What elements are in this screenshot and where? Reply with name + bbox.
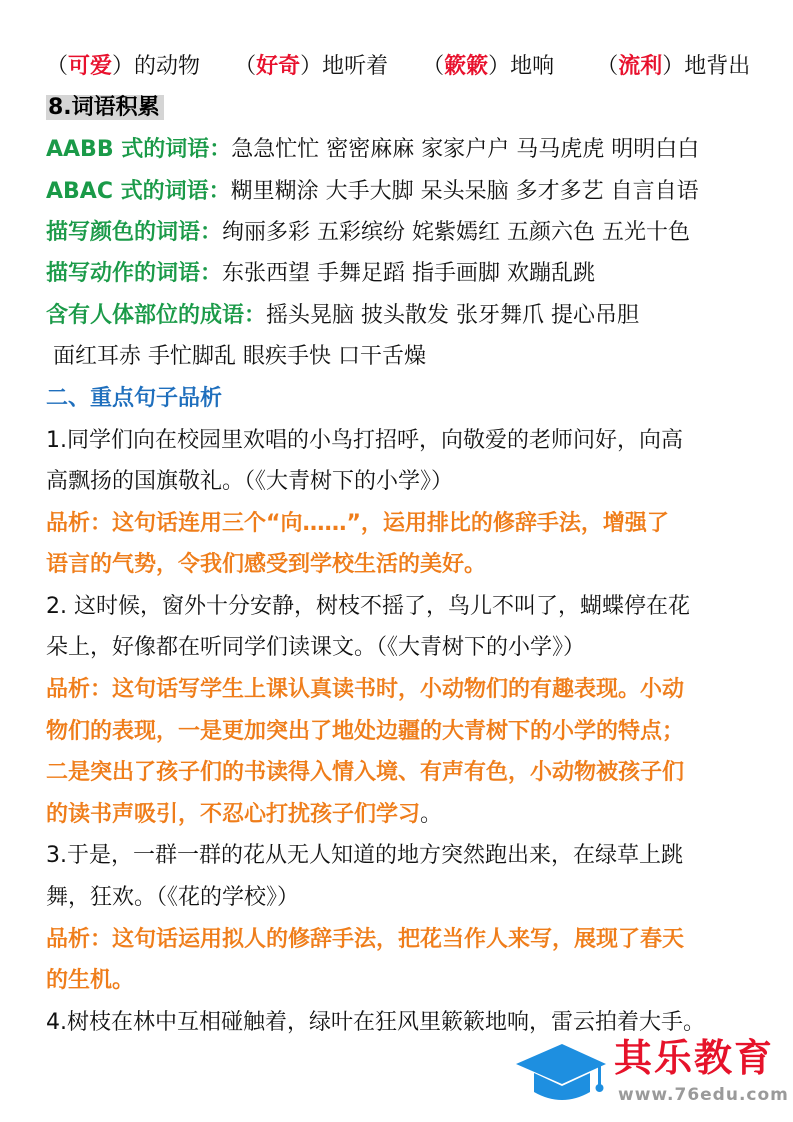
- phrase-item: （流利）地背出: [596, 54, 751, 79]
- vocab-group: [46, 301, 639, 331]
- vocab-group-words: 东张西望 手舞足蹈 指手画脚 欢蹦乱跳: [222, 261, 595, 286]
- analysis-line: 品析：这句话连用三个“向……”，运用排比的修辞手法，增强了: [46, 511, 669, 536]
- graduation-cap-icon: [512, 1040, 608, 1110]
- answer-word: 好奇: [256, 54, 301, 79]
- vocab-group-words: 摇头晃脑 披头散发 张牙舞爪 提心吊胆: [266, 303, 639, 328]
- analysis-line: 二是突出了孩子们的书读得入情入境、有声有色，小动物被孩子们: [46, 760, 685, 785]
- vocab-group-words: 急急忙忙 密密麻麻 家家户户 马马虎虎 明明白白: [231, 137, 700, 162]
- vocab-group-words: 糊里糊涂 大手大脚 呆头呆脑 多才多艺 自言自语: [230, 179, 699, 204]
- analysis-line: 的读书声吸引，不忍心打扰孩子们学习。: [46, 802, 443, 827]
- vocab-group-label: 描写动作的词语：: [46, 261, 223, 286]
- sentence-line: 3.于是，一群一群的花从无人知道的地方突然跑出来，在绿草上跳: [46, 843, 683, 868]
- sentence-line: 舞，狂欢。（《花的学校》）: [46, 885, 300, 910]
- sentence-line: 朵上，好像都在听同学们读课文。（《大青树下的小学》）: [46, 635, 586, 660]
- analysis-line: 品析：这句话写学生上课认真读书时，小动物们的有趣表现。小动: [46, 677, 685, 702]
- answer-word: 流利: [618, 54, 663, 79]
- phrase-item: （可爱）的动物: [46, 54, 201, 79]
- vocab-group-label: 描写颜色的词语：: [46, 220, 223, 245]
- phrase-item: （好奇）地听着: [234, 54, 389, 79]
- sentence-line: 2. 这时候，窗外十分安静，树枝不摇了，鸟儿不叫了，蝴蝶停在花: [46, 594, 690, 619]
- vocab-group: [46, 259, 595, 289]
- phrase-item: （簌簌）地响: [422, 54, 555, 79]
- watermark-logo: [512, 1034, 789, 1114]
- vocab-group: [46, 218, 690, 248]
- section-2-heading: 二、重点句子品析: [46, 386, 223, 411]
- sentence-line: 高飘扬的国旗敬礼。（《大青树下的小学》）: [46, 469, 454, 494]
- vocab-group-continuation: 面红耳赤 手忙脚乱 眼疾手快 口干舌燥: [53, 344, 426, 369]
- brand-name: 其乐教育: [614, 1036, 775, 1080]
- analysis-line: 物们的表现，一是更加突出了地处边疆的大青树下的小学的特点；: [46, 719, 685, 744]
- brand-url: www.76edu.com: [618, 1085, 789, 1105]
- sentence-line: 4.树枝在林中互相碰触着，绿叶在狂风里簌簌地响，雷云拍着大手。: [46, 1010, 705, 1035]
- vocab-group-label: 含有人体部位的成语：: [46, 303, 267, 328]
- analysis-line: 品析：这句话运用拟人的修辞手法，把花当作人来写，展现了春天: [46, 927, 685, 952]
- vocab-group: [46, 135, 699, 165]
- phrase-row: [46, 52, 750, 82]
- sentence-line: 1.同学们向在校园里欢唱的小鸟打招呼，向敬爱的老师问好，向高: [46, 428, 683, 453]
- vocab-group: [46, 177, 699, 207]
- vocab-group-label: ABAC 式的词语：: [46, 179, 231, 204]
- section-8-heading-row: [46, 93, 164, 123]
- vocab-group-label: AABB 式的词语：: [46, 137, 232, 162]
- analysis-line: 的生机。: [46, 968, 135, 993]
- vocab-group-words: 绚丽多彩 五彩缤纷 姹紫嫣红 五颜六色 五光十色: [222, 220, 690, 245]
- analysis-line: 语言的气势，令我们感受到学校生活的美好。: [46, 552, 487, 577]
- section-8-heading: 8.词语积累: [46, 95, 164, 120]
- answer-word: 簌簌: [444, 54, 489, 79]
- answer-word: 可爱: [68, 54, 113, 79]
